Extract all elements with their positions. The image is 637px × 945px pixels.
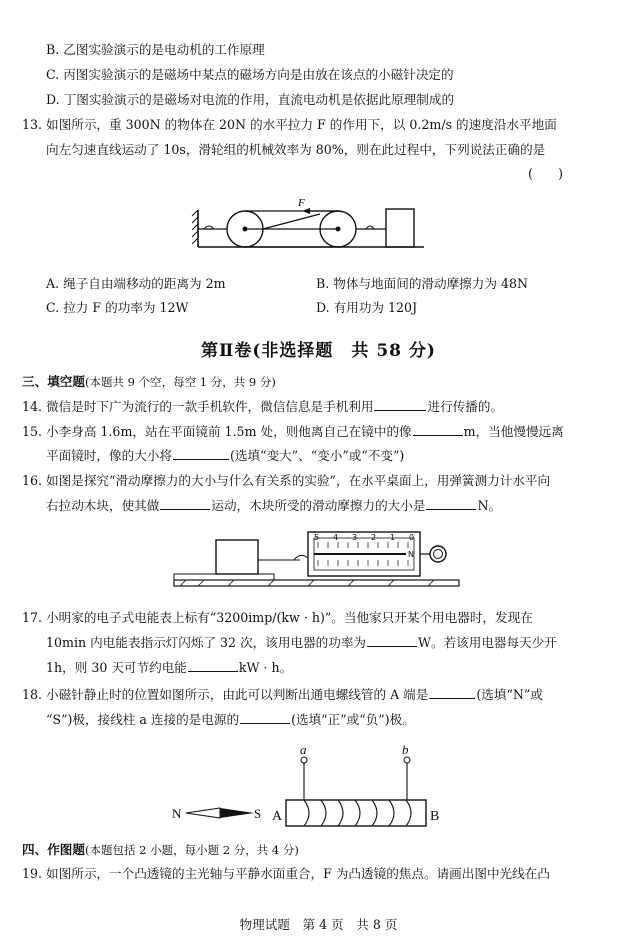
q18-blank-1[interactable] [429, 686, 475, 699]
q13-answer-paren: ( ) [528, 166, 564, 181]
q14 [22, 398, 503, 416]
q17-text-e: kW · h。 [238, 660, 293, 675]
q15-line2 [46, 447, 404, 465]
q18-text-d: (选填“正”或“负”)极。 [291, 712, 415, 727]
needle-n-label: N [172, 806, 182, 821]
q16-line1: 16. 如图是探究“滑动摩擦力的大小与什么有关系的实验”，在水平桌面上，用弹簧测力计水平向 [22, 473, 551, 488]
q18-line1 [22, 686, 543, 704]
q14-text-b: 进行传播的。 [427, 399, 504, 414]
q18-blank-2[interactable] [240, 711, 290, 724]
q18-text-c: “S”)极，接线柱 a 连接的是电源的 [46, 712, 240, 727]
gauge-tick-1: 1 [390, 533, 396, 542]
q19-stem: 19. 如图所示，一个凸透镜的主光轴与平静水面重合，F 为凸透镜的焦点。请画出图中光线在凸 [22, 866, 550, 881]
q15-blank-1[interactable] [413, 423, 463, 436]
q18-text-a: 18. 小磁针静止时的位置如图所示，由此可以判断出通电螺线管的 A 端是 [22, 687, 429, 702]
gauge-unit: N [408, 550, 414, 559]
needle-s-label: S [254, 806, 262, 821]
part3-heading [22, 373, 276, 391]
q12-option-b: B. 乙图实验演示的是电动机的工作原理 [46, 42, 265, 57]
q13-stem-line2: 向左匀速直线运动了 10s，滑轮组的机械效率为 80%，则在此过程中，下列说法正确的是 [46, 142, 546, 157]
q17-text-d: 1h，则 30 天可节约电能 [46, 660, 187, 675]
q12-option-d: D. 丁图实验演示的是磁场对电流的作用，直流电动机是依据此原理制成的 [46, 92, 455, 107]
q15-text-a: 15. 小李身高 1.6m，站在平面镜前 1.5m 处，则他离自己在镜中的像 [22, 424, 412, 439]
q16-blank-1[interactable] [160, 497, 210, 510]
q16-blank-2[interactable] [426, 497, 476, 510]
force-label-f: F [298, 197, 305, 209]
q17-text-b: 10min 内电能表指示灯闪烁了 32 次，该用电器的功率为 [46, 635, 367, 650]
q15-text-c: 平面镜时，像的大小将 [46, 448, 172, 463]
gauge-tick-4: 4 [333, 533, 339, 542]
solenoid-end-b-label: B [430, 809, 440, 824]
pulley-figure [190, 192, 430, 262]
q12-option-c: C. 丙图实验演示的是磁场中某点的磁场方向是由放在该点的小磁针决定的 [46, 67, 454, 82]
q16-line2 [46, 497, 501, 515]
terminal-a-label: a [300, 742, 307, 757]
page-footer: 物理试题 第 4 页 共 8 页 [239, 917, 398, 932]
q15-line1 [22, 423, 564, 441]
q17-blank-2[interactable] [188, 659, 238, 672]
gauge-tick-3: 3 [352, 533, 358, 542]
q15-blank-2[interactable] [173, 447, 229, 460]
part4-heading [22, 841, 299, 859]
q17-text-c: W。若该用电器每天少开 [418, 635, 557, 650]
q17-line3 [46, 659, 292, 677]
q17-blank-1[interactable] [367, 634, 417, 647]
gauge-tick-0: 0 [409, 533, 415, 542]
section-title: 第Ⅱ卷(非选择题 共 58 分) [201, 341, 436, 361]
gauge-tick-5: 5 [314, 533, 320, 542]
part4-heading-label: 四、作图题 [22, 842, 85, 857]
q18-line2 [46, 711, 415, 729]
q13-option-c: C. 拉力 F 的功率为 12W [46, 300, 189, 315]
part3-heading-label: 三、填空题 [22, 374, 85, 389]
q13-option-d: D. 有用功为 120J [316, 300, 418, 315]
part4-heading-note: (本题包括 2 小题，每小题 2 分，共 4 分) [84, 843, 299, 857]
solenoid-end-a-label: A [272, 809, 283, 824]
q16-text-d: N。 [477, 498, 502, 513]
q13-option-b: B. 物体与地面间的滑动摩擦力为 48N [316, 276, 529, 291]
q15-text-b: m，当他慢慢远离 [463, 424, 564, 439]
q16-text-c: 运动，木块所受的滑动摩擦力的大小是 [211, 498, 426, 513]
q18-text-b: (选填“N”或 [476, 687, 543, 702]
q13-stem-line1: 13. 如图所示，重 300N 的物体在 20N 的水平拉力 F 的作用下，以 0.2m/s 的速度沿水平地面 [22, 117, 557, 132]
q13-option-a: A. 绳子自由端移动的距离为 2m [46, 276, 226, 291]
q14-blank[interactable] [374, 398, 426, 411]
q17-line1: 17. 小明家的电子式电能表上标有“3200imp/(kw · h)”。当他家只开某个用电器时，发现在 [22, 610, 533, 625]
q17-line2 [46, 634, 557, 652]
part3-heading-note: (本题共 9 个空，每空 1 分，共 9 分) [84, 375, 276, 389]
solenoid-figure [168, 738, 458, 830]
gauge-tick-2: 2 [371, 533, 377, 542]
terminal-b-label: b [402, 742, 409, 757]
q16-text-b: 右拉动木块，使其做 [46, 498, 160, 513]
q15-text-d: (选填“变大”、“变小”或“不变”) [229, 448, 405, 463]
q14-text-a: 14. 微信是时下广为流行的一款手机软件，微信信息是手机利用 [22, 399, 374, 414]
spring-scale-figure [168, 528, 468, 594]
